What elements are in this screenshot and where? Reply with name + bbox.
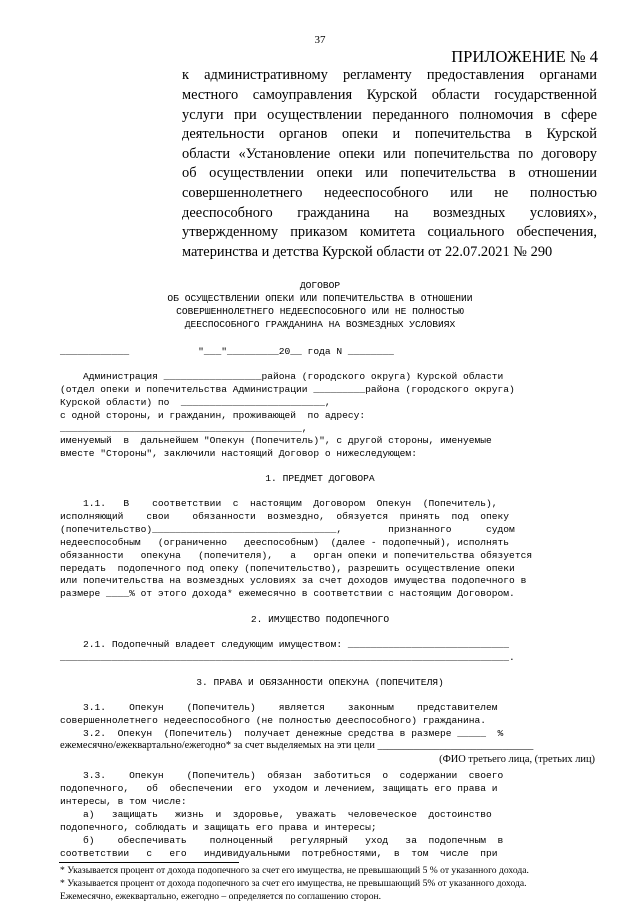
intro-line: __________________________________________, bbox=[60, 423, 308, 434]
date-line: ____________ "___"_________20__ года N ________ bbox=[60, 346, 394, 357]
footnote: Ежемесячно, ежеквартально, ежегодно – определяется по соглашению сторон. bbox=[60, 891, 382, 902]
contract-title: СОВЕРШЕННОЛЕТНЕГО НЕДЕЕСПОСОБНОГО ИЛИ НЕ ПОЛНОСТЬЮ bbox=[176, 306, 464, 317]
annex-line: к административному регламенту предоставления органами bbox=[182, 67, 597, 83]
contract-title: ДЕЕСПОСОБНОГО ГРАЖДАНИНА НА ВОЗМЕЗДНЫХ УСЛОВИЯХ bbox=[184, 319, 456, 330]
intro-line: именуемый в дальнейшем "Опекун (Попечитель)", с другой стороны, именуемые bbox=[60, 435, 492, 446]
intro-line: Администрация _________________района (городского округа) Курской области bbox=[60, 371, 504, 382]
intro-line: вместе "Стороны", заключили настоящий Договор о нижеследующем: bbox=[60, 448, 417, 459]
payment-period-line: ежемесячно/ежеквартально/ежегодно* за счет выделяемых на эти цели ______________________________ bbox=[60, 740, 534, 751]
section1-line: недееспособным (ограниченно дееспособным) (далее - подопечный), исполнять bbox=[60, 537, 510, 548]
section2-line: 2.1. Подопечный владеет следующим имуществом: ____________________________ bbox=[60, 639, 510, 650]
section3-line: подопечного, соблюдать и защищать его права и интересы; bbox=[60, 822, 377, 833]
annex-line: совершеннолетнего недееспособного или не полностью bbox=[182, 185, 597, 201]
footnote: * Указывается процент от дохода подопечного за счет его имущества, не превышающий 5 % от указанного дохода. bbox=[60, 865, 529, 876]
section1-line: 1.1. В соответствии с настоящим Договором Опекун (Попечитель), bbox=[60, 498, 498, 509]
section2-line: ______________________________________________________________________________. bbox=[60, 652, 515, 663]
section1-line: или попечительства на возмездных условиях за счет доходов имущества подопечного в bbox=[60, 575, 527, 586]
section2-heading: 2. ИМУЩЕСТВО ПОДОПЕЧНОГО bbox=[250, 614, 390, 625]
section1-line: (попечительство)________________________________, признанного судом bbox=[60, 524, 515, 535]
annex-line: об осуществлении опеки или попечительства в отношении bbox=[182, 165, 597, 181]
annex-line: материнства и детства Курской области от 22.07.2021 № 290 bbox=[182, 244, 553, 260]
section3-line: 3.2. Опекун (Попечитель) получает денежные средства в размере _____ % bbox=[60, 728, 504, 739]
section3-line: интересы, в том числе: bbox=[60, 796, 187, 807]
section3-line: 3.1. Опекун (Попечитель) является законным представителем bbox=[60, 702, 498, 713]
section1-heading: 1. ПРЕДМЕТ ДОГОВОРА bbox=[265, 473, 375, 484]
intro-line: с одной стороны, и гражданин, проживающей по адресу: bbox=[60, 410, 366, 421]
annex-line: утвержденному приказом комитета социального обеспечения, bbox=[182, 224, 597, 240]
section3-line: б) обеспечивать полноценный регулярный уход за подопечным в bbox=[60, 835, 504, 846]
section3-line: а) защищать жизнь и здоровье, уважать человеческое достоинство bbox=[60, 809, 492, 820]
footnote: * Указывается процент от дохода подопечного за счет его имущества, не превышающий 5% от указанного дохода. bbox=[60, 878, 527, 889]
section3-heading: 3. ПРАВА И ОБЯЗАННОСТИ ОПЕКУНА (ПОПЕЧИТЕЛЯ) bbox=[196, 677, 444, 688]
page-number: 37 bbox=[314, 34, 326, 46]
annex-line: местного самоуправления Курской области государственной bbox=[182, 87, 597, 103]
annex-title: ПРИЛОЖЕНИЕ № 4 bbox=[451, 47, 598, 66]
section1-line: передать подопечного под опеку (попечительство), разрешить осуществление опеки bbox=[60, 563, 515, 574]
section3-line: подопечного, об обеспечении его уходом и лечением, защищать его права и bbox=[60, 783, 498, 794]
annex-line: дееспособного гражданина на возмездных условиях», bbox=[182, 205, 597, 221]
annex-line: деятельности органов опеки и попечительства в Курской bbox=[182, 126, 597, 142]
third-party-fio-note: (ФИО третьего лица, (третьих лиц) bbox=[439, 754, 595, 765]
section1-line: размере ____% от этого дохода* ежемесячно в соответствии с настоящим Договором. bbox=[60, 588, 515, 599]
contract-title: ОБ ОСУЩЕСТВЛЕНИИ ОПЕКИ ИЛИ ПОПЕЧИТЕЛЬСТВА В ОТНОШЕНИИ bbox=[167, 293, 473, 304]
section3-line: совершеннолетнего недееспособного (не полностью дееспособного) гражданина. bbox=[60, 715, 487, 726]
section3-line: 3.3. Опекун (Попечитель) обязан заботиться о содержании своего bbox=[60, 770, 504, 781]
annex-line: области «Установление опеки или попечительства по договору bbox=[182, 146, 597, 162]
section1-line: обязанности опекуна (попечителя), а орган опеки и попечительства обязуется bbox=[60, 550, 533, 561]
contract-title: ДОГОВОР bbox=[299, 280, 341, 291]
annex-line: услуги при осуществлении переданного полномочия в сфере bbox=[182, 107, 597, 123]
intro-line: (отдел опеки и попечительства Администрации _________района (городского округа) bbox=[60, 384, 515, 395]
section3-line: соответствии с его индивидуальными потребностями, в том числе при bbox=[60, 848, 498, 859]
section1-line: исполняющий свои обязанности возмездно, обязуется принять под опеку bbox=[60, 511, 510, 522]
intro-line: Курской области) по _________________________, bbox=[60, 397, 331, 408]
